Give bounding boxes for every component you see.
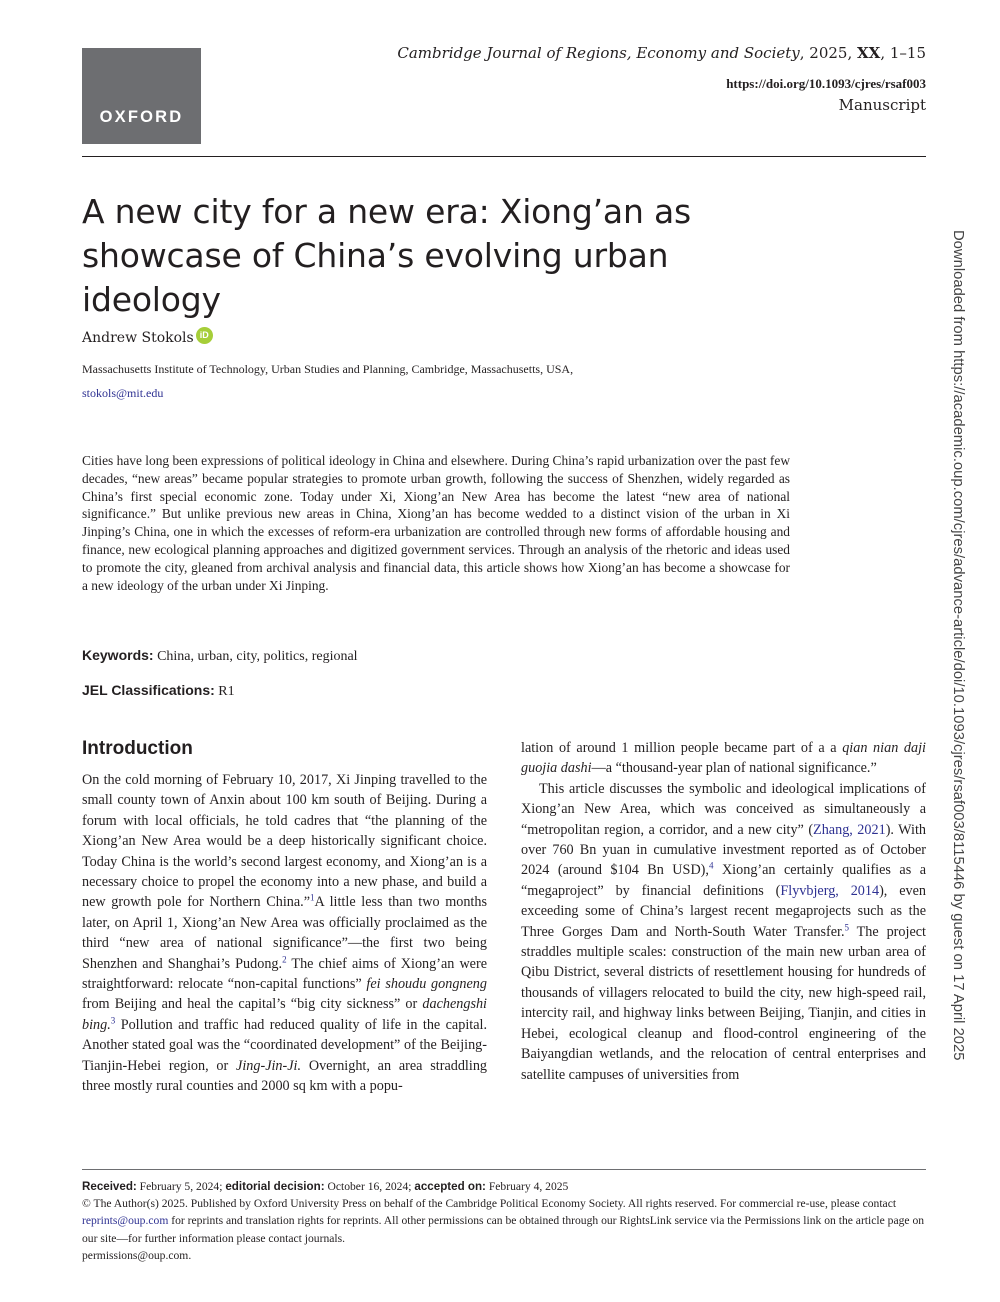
journal-year: 2025 — [809, 44, 848, 62]
body-column-right — [521, 738, 926, 1085]
oxford-logo: OXFORD — [82, 48, 201, 144]
dates-line — [82, 1178, 926, 1195]
italic-term: dachengshi bing. — [82, 996, 487, 1033]
text-run: The project straddles multiple scales: construction of the main new urban area of Qibu District, several districts of resettlement housing for hundreds of thousands of villagers relocated to build the city, new high-speed rail, intercity rail, and highway links between Beijing, Tianjin, and cities in Hebei, ecological cleanup and flood-control engineering of the Baiyangdian wetlands, and the relocation of central enterprises and satellite campuses of universities from — [521, 923, 926, 1083]
text-run: The chief aims of Xiong’an were straightforward: relocate “non-capital functions” — [82, 955, 488, 993]
text-run: Pollution and traffic had reduced quality of life in the capital. Another stated goal was the “coordinated development” of the Beijing-Tianjin-Hebei region, or — [82, 1016, 487, 1074]
reprints-email-link[interactable]: reprints@oup.com — [82, 1214, 169, 1228]
text-run: This article discusses the symbolic and ideological implications of Xiong’an New Area, which was conceived as simultaneously a “metropolitan region, a corridor, and a new city” ( — [521, 780, 926, 838]
jel-value: R1 — [218, 684, 235, 699]
footnote-ref-2[interactable]: 2 — [282, 953, 287, 964]
permissions-email-link[interactable]: permissions@oup.com — [82, 1248, 189, 1262]
copyright-notice — [82, 1195, 926, 1264]
text-run: Xiong’an certainly qualifies as a “megaproject” by financial definitions ( — [521, 862, 926, 899]
footnote-ref-5[interactable]: 5 — [844, 921, 849, 932]
keywords — [82, 647, 358, 665]
doi-link[interactable]: https://doi.org/10.1093/cjres/rsaf003 — [726, 76, 926, 91]
journal-name: Cambridge Journal of Regions, Economy and Society — [397, 44, 800, 62]
keywords-label: Keywords: — [82, 647, 154, 663]
journal-pages: 1–15 — [889, 44, 926, 62]
journal-volume: XX — [857, 44, 881, 62]
accepted-date: February 4, 2025 — [485, 1180, 569, 1193]
keywords-value: China, urban, city, politics, regional — [157, 649, 358, 664]
decision-label: editorial decision: — [225, 1180, 325, 1193]
header-divider — [82, 156, 926, 157]
journal-citation: Cambridge Journal of Regions, Economy and Society, 2025, XX, 1–15 — [397, 44, 926, 62]
paragraph — [521, 738, 926, 779]
download-watermark: Downloaded from https://academic.oup.com/cjres/advance-article/doi/10.1093/cjres/rsaf003/8115446 by guest on 17 April 2025 — [950, 230, 966, 1061]
body-column-left — [82, 770, 487, 1097]
text-run: lation of around 1 million people became part of a a — [521, 740, 843, 756]
footnote-ref-1[interactable]: 1 — [310, 892, 315, 903]
decision-date: October 16, 2024; — [324, 1180, 415, 1193]
author-name[interactable]: Andrew Stokols — [82, 330, 194, 346]
author-line — [82, 330, 213, 346]
text-run: from Beijing and heal the capital’s “big city sickness” or — [82, 996, 423, 1013]
article-type: Manuscript — [838, 96, 926, 114]
citation-link[interactable]: Zhang, 2021 — [813, 821, 886, 838]
paragraph — [82, 770, 487, 1097]
received-label: Received: — [82, 1180, 137, 1193]
jel-classifications — [82, 682, 235, 700]
article-title: A new city for a new era: Xiong’an as showcase of China’s evolving urban ideology — [82, 192, 691, 319]
italic-term: Jing-Jin-Ji. — [236, 1057, 302, 1074]
author-affiliation: Massachusetts Institute of Technology, Urban Studies and Planning, Cambridge, Massachusetts, USA, — [82, 362, 574, 376]
italic-term: fei shoudu gongneng — [366, 976, 487, 993]
footnote-ref-3[interactable]: 3 — [110, 1015, 116, 1026]
section-heading-introduction: Introduction — [82, 738, 193, 759]
abstract: Cities have long been expressions of political ideology in China and elsewhere. During China’s rapid urbanization over the past few decades, “new areas” became popular strategies to promote urban growth, following the success of Shenzhen, widely regarded as China’s first special economic zone. Today under Xi, Xiong’an New Area has become the latest “new area of national significance.” But unlike previous new areas in China, Xiong’an has become wedded to a distinct vision of the urban in Xi Jinping’s China, one in which the excesses of reform-era urbanization are controlled through new forms of affordable housing and finance, new ecological planning approaches and digitized government services. Through an analysis of the rhetoric and ideas used to promote the city, gleaned from archival analysis and financial data, this article shows how Xiong’an has become a showcase for a new ideology of the urban under Xi Jinping. — [82, 453, 790, 593]
text-run: . — [188, 1248, 192, 1262]
text-run: ). With over 760 Bn yuan in cumulative investment reported as of October 2024 (around $104 Bn USD), — [521, 821, 926, 879]
italic-term: qian nian daji guojia dashi — [521, 740, 926, 777]
orcid-icon[interactable]: iD — [196, 327, 213, 344]
paragraph — [521, 779, 926, 1085]
footnote-ref-4[interactable]: 4 — [708, 860, 714, 871]
footer-divider — [82, 1169, 926, 1170]
jel-label: JEL Classifications: — [82, 682, 215, 698]
publication-footer — [82, 1178, 926, 1264]
text-run: Overnight, an area straddling three mostly rural counties and 2000 sq km with a popu- — [82, 1057, 488, 1095]
text-run: © The Author(s) 2025. Published by Oxford University Press on behalf of the Cambridge Political Economy Society. All rights reserved. For commercial re-use, please contact — [82, 1197, 897, 1211]
text-run: ), even exceeding some of China’s largest recent megaprojects such as the Three Gorges Dam and North-South Water Transfer. — [521, 882, 926, 940]
citation-link[interactable]: Flyvbjerg, 2014 — [780, 882, 880, 899]
text-run: A little less than two months later, on April 1, Xiong’an New Area was officially proclaimed as the third “new area of national significance”—the first two being Shenzhen and Shanghai’s Pudong. — [82, 894, 487, 972]
text-run: On the cold morning of February 10, 2017, Xi Jinping travelled to the small county town of Anxin about 100 km south of Beijing. During a forum with local officials, he told cadres that “the planning of the Xiong’an New Area would be a deep historically significant choice. Today China is the world’s second largest economy, and Xiong’an is a necessary choice to propel the economy into a new phase, and build a new growth pole for Northern China.” — [82, 772, 487, 911]
accepted-label: accepted on: — [414, 1180, 486, 1193]
text-run: —a “thousand-year plan of national significance.” — [591, 760, 877, 777]
received-date: February 5, 2024; — [136, 1180, 226, 1193]
author-email-link[interactable]: stokols@mit.edu — [82, 386, 164, 400]
text-run: for reprints and translation rights for reprints. All other permissions can be obtained through our RightsLink service via the Permissions link on the article page on our site—for further information please contact journals. — [82, 1214, 925, 1245]
